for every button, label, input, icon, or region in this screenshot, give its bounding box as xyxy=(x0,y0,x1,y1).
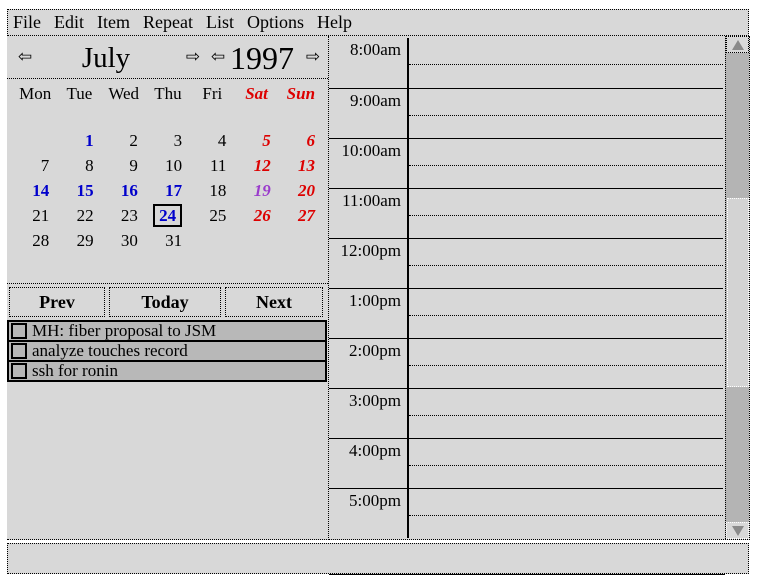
weekday-header-row xyxy=(13,82,323,106)
todo-item-label: MH: fiber proposal to JSM xyxy=(32,321,217,340)
next-year-arrow[interactable]: ⇨ xyxy=(305,47,321,67)
day-cell-empty xyxy=(279,228,323,253)
day-cell-15[interactable]: 15 xyxy=(76,181,94,200)
month-title: July xyxy=(81,42,131,74)
hour-label: 3:00pm xyxy=(349,391,401,410)
hour-row-9:00am[interactable] xyxy=(329,88,723,138)
day-cell-3[interactable]: 3 xyxy=(173,131,183,150)
prev-button[interactable]: Prev xyxy=(9,287,105,317)
half-hour-line xyxy=(409,215,723,216)
day-view xyxy=(329,36,750,540)
hour-label: 8:00am xyxy=(350,40,401,59)
half-hour-line xyxy=(409,465,723,466)
day-cell-25[interactable]: 25 xyxy=(209,206,227,225)
weekday-header-fri: Fri xyxy=(202,84,223,103)
bottom-entry-area[interactable] xyxy=(7,543,749,574)
menu-item-file[interactable]: File xyxy=(13,12,42,32)
month-nav-header xyxy=(7,36,328,79)
down-arrow-icon xyxy=(732,526,744,536)
day-cell-9[interactable]: 9 xyxy=(129,156,138,175)
half-hour-line xyxy=(409,115,723,116)
day-cell-8[interactable]: 8 xyxy=(85,156,94,175)
day-cell-13[interactable]: 13 xyxy=(297,156,315,175)
day-cell-23[interactable]: 23 xyxy=(120,206,138,225)
todo-checkbox[interactable] xyxy=(11,323,27,339)
next-button[interactable]: Next xyxy=(225,287,323,317)
day-cell-11[interactable]: 11 xyxy=(210,156,227,175)
prev-year-arrow[interactable]: ⇦ xyxy=(210,47,226,67)
day-cell-5[interactable]: 5 xyxy=(262,131,271,150)
todo-checkbox[interactable] xyxy=(11,343,27,359)
menu-item-help[interactable]: Help xyxy=(317,12,353,32)
day-view-scrollbar[interactable] xyxy=(725,36,749,539)
month-panel xyxy=(7,36,329,540)
todo-checkbox[interactable] xyxy=(11,363,27,379)
scrollbar-thumb[interactable] xyxy=(727,198,749,387)
menu-item-item[interactable]: Item xyxy=(97,12,131,32)
day-cell-empty xyxy=(190,228,234,253)
hour-label: 11:00am xyxy=(342,191,401,210)
hour-label: 4:00pm xyxy=(349,441,401,460)
hour-label: 1:00pm xyxy=(349,291,401,310)
half-hour-line xyxy=(409,265,723,266)
up-arrow-icon xyxy=(732,40,744,50)
hour-label: 10:00am xyxy=(341,141,401,160)
prev-month-arrow[interactable]: ⇦ xyxy=(17,47,33,67)
year-title: 1997 xyxy=(230,40,294,76)
day-cell-17[interactable]: 17 xyxy=(165,181,183,200)
day-cell-29[interactable]: 29 xyxy=(76,231,94,250)
weekday-header-sat: Sat xyxy=(245,84,268,103)
day-cell-4[interactable]: 4 xyxy=(217,131,227,150)
hour-row-3:00pm[interactable] xyxy=(329,388,723,438)
time-column-divider xyxy=(407,38,409,538)
hour-row-12:00pm[interactable] xyxy=(329,238,723,288)
menu-item-repeat[interactable]: Repeat xyxy=(143,12,193,32)
hour-row-2:00pm[interactable] xyxy=(329,338,723,388)
day-cell-6[interactable]: 6 xyxy=(306,131,315,150)
day-cell-24[interactable] xyxy=(146,203,190,228)
hour-label: 5:00pm xyxy=(349,491,401,510)
day-cell-27[interactable]: 27 xyxy=(297,206,315,225)
weekday-header-sun: Sun xyxy=(286,84,316,103)
todo-item[interactable] xyxy=(7,340,327,362)
day-cell-31[interactable]: 31 xyxy=(165,231,183,250)
half-hour-line xyxy=(409,365,723,366)
today-button[interactable]: Today xyxy=(109,287,221,317)
day-cell-18[interactable]: 18 xyxy=(209,181,227,200)
hour-row-5:00pm[interactable] xyxy=(329,488,723,538)
menu-item-options[interactable]: Options xyxy=(247,12,305,32)
todo-item[interactable] xyxy=(7,320,327,342)
next-month-arrow[interactable]: ⇨ xyxy=(185,47,201,67)
hour-label: 2:00pm xyxy=(349,341,401,360)
todo-list xyxy=(7,320,327,382)
day-cell-1[interactable]: 1 xyxy=(85,131,94,150)
todo-item-label: analyze touches record xyxy=(32,341,188,360)
calendar-nav-button-row xyxy=(7,283,328,319)
day-cell-26[interactable]: 26 xyxy=(253,206,271,225)
half-hour-line xyxy=(409,64,723,65)
scrollbar-up-button[interactable] xyxy=(726,36,749,53)
todo-item-label: ssh for ronin xyxy=(32,361,118,380)
day-cell-empty xyxy=(234,228,278,253)
hour-row-10:00am[interactable] xyxy=(329,138,723,188)
day-cell-10[interactable]: 10 xyxy=(165,156,183,175)
half-hour-line xyxy=(409,515,723,516)
day-cell-12[interactable]: 12 xyxy=(253,156,271,175)
hour-rows xyxy=(329,38,723,538)
half-hour-line xyxy=(409,315,723,316)
day-cell-16[interactable]: 16 xyxy=(120,181,138,200)
day-cell-28[interactable]: 28 xyxy=(32,231,50,250)
half-hour-line xyxy=(409,165,723,166)
hour-row-4:00pm[interactable] xyxy=(329,438,723,488)
weekday-header-mon: Mon xyxy=(19,84,52,103)
day-cell-20[interactable]: 20 xyxy=(297,181,315,200)
day-cell-7[interactable]: 7 xyxy=(40,156,50,175)
day-cell-30[interactable]: 30 xyxy=(120,231,138,250)
menu-item-list[interactable]: List xyxy=(206,12,235,32)
hour-label: 12:00pm xyxy=(340,241,401,260)
day-cell-22[interactable]: 22 xyxy=(76,206,94,225)
menubar xyxy=(7,9,749,36)
weekday-header-thu: Thu xyxy=(154,84,182,103)
todo-item[interactable] xyxy=(7,360,327,382)
scrollbar-down-button[interactable] xyxy=(726,522,749,539)
hour-row-11:00am[interactable] xyxy=(329,188,723,238)
hour-row-8:00am[interactable] xyxy=(329,38,723,88)
selected-day-box: 24 xyxy=(153,204,182,227)
day-cell-19[interactable]: 19 xyxy=(253,181,271,200)
hour-row-1:00pm[interactable] xyxy=(329,288,723,338)
weekday-header-tue: Tue xyxy=(66,84,93,103)
hour-label: 9:00am xyxy=(350,91,401,110)
half-hour-line xyxy=(409,415,723,416)
calendar-days-grid xyxy=(13,128,323,253)
menu-item-edit[interactable]: Edit xyxy=(54,12,85,32)
day-cell-2[interactable]: 2 xyxy=(129,131,138,150)
day-cell-empty xyxy=(13,128,57,153)
weekday-header-wed: Wed xyxy=(108,84,140,103)
day-cell-21[interactable]: 21 xyxy=(32,206,50,225)
day-cell-14[interactable]: 14 xyxy=(32,181,50,200)
